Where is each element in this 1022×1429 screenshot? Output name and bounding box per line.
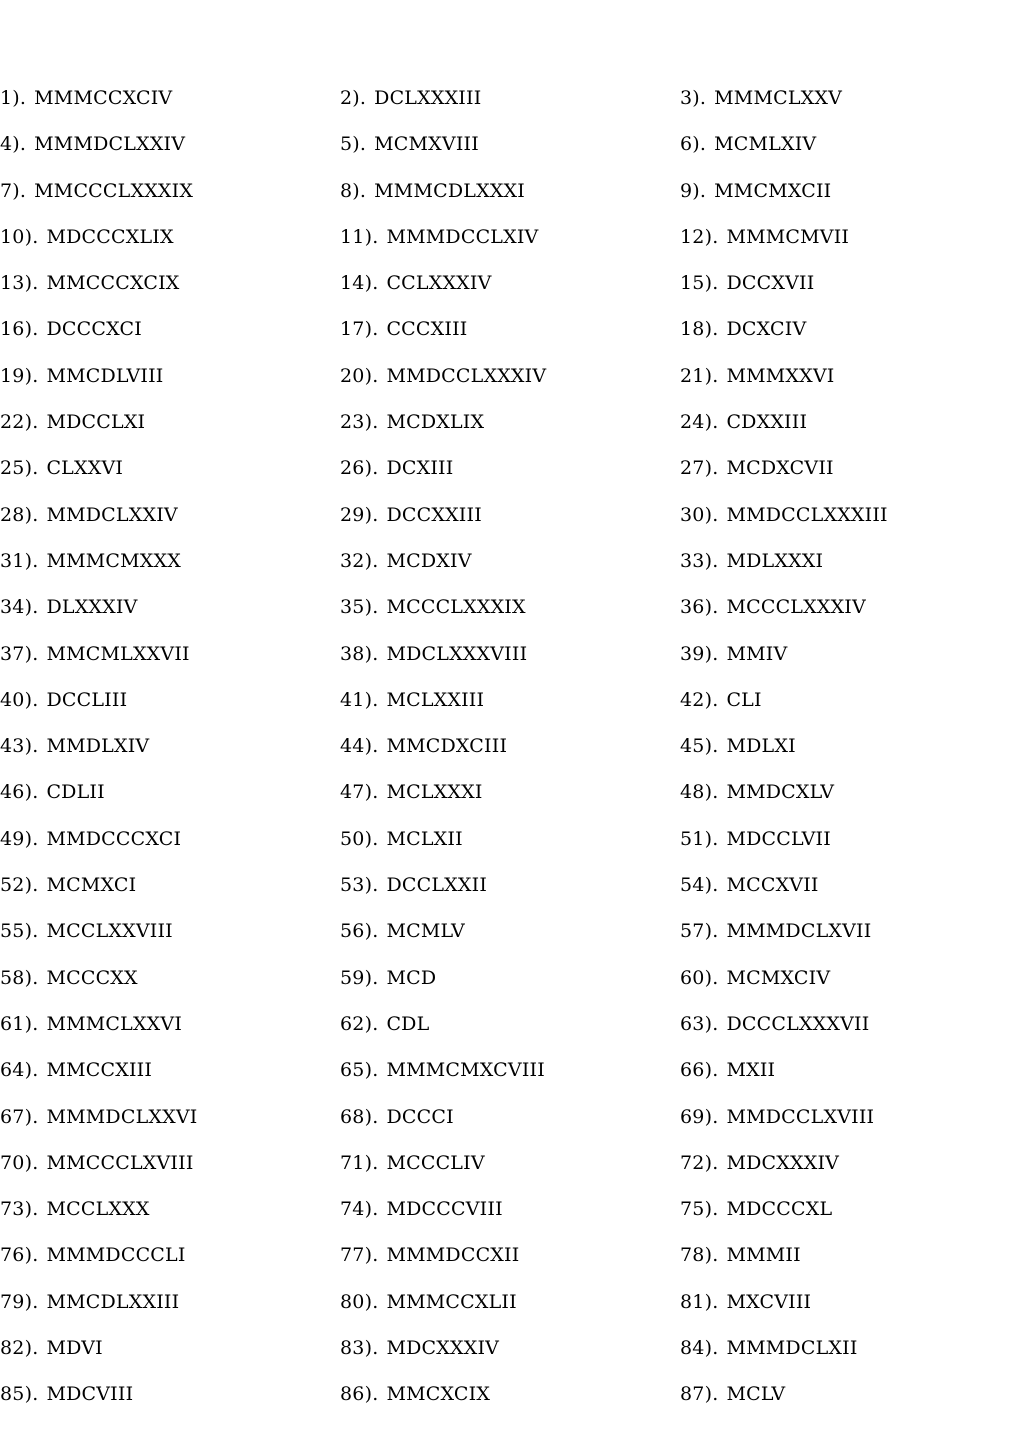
roman-numeral: MMMCLXXVI [46, 1012, 183, 1035]
list-item [0, 593, 340, 621]
item-number: 70). [0, 1151, 39, 1174]
roman-numeral: MMCDXCIII [386, 735, 508, 758]
roman-numeral: MCMLXIV [714, 133, 817, 156]
roman-numeral: MMCCCLXXXIX [34, 179, 194, 202]
grid-row [0, 315, 1022, 361]
roman-numeral: MCCCLXXXIV [726, 596, 866, 619]
item-number: 76). [0, 1244, 39, 1267]
roman-numeral: MMDCCLXXXIV [386, 364, 547, 387]
grid-row [0, 686, 1022, 732]
item-number: 35). [340, 596, 379, 619]
roman-numeral: MDCLXXXVIII [386, 642, 528, 665]
list-item [680, 269, 1020, 297]
roman-numeral: MMCCXIII [46, 1059, 153, 1082]
roman-numeral: MDCCLXI [46, 411, 146, 434]
list-item [0, 1241, 340, 1269]
item-number: 9). [680, 179, 707, 202]
list-item [340, 1334, 680, 1362]
list-item [680, 547, 1020, 575]
grid-row [0, 917, 1022, 963]
list-item [340, 315, 680, 343]
list-item [680, 1149, 1020, 1177]
roman-numeral: MCCCXX [46, 966, 138, 989]
roman-numeral: MMMCMXCVIII [386, 1059, 545, 1082]
list-item [340, 1010, 680, 1038]
roman-numeral: MDCXXXIV [386, 1337, 500, 1360]
item-number: 21). [680, 364, 719, 387]
item-number: 15). [680, 272, 719, 295]
roman-numeral: MMMCDLXXXI [374, 179, 525, 202]
list-item [680, 177, 1020, 205]
item-number: 30). [680, 503, 719, 526]
list-item [340, 686, 680, 714]
item-number: 72). [680, 1151, 719, 1174]
item-number: 51). [680, 827, 719, 850]
roman-numeral: MMCDLVIII [46, 364, 164, 387]
roman-numeral: MCLXXIII [386, 688, 485, 711]
list-item [340, 177, 680, 205]
roman-numeral: DCLXXXIII [374, 87, 482, 109]
list-item [680, 1241, 1020, 1269]
list-item [0, 732, 340, 760]
list-item [0, 1010, 340, 1038]
list-item [340, 1103, 680, 1131]
item-number: 47). [340, 781, 379, 804]
grid-row [0, 593, 1022, 639]
roman-numeral: DLXXXIV [46, 596, 138, 619]
list-item [340, 917, 680, 945]
item-number: 61). [0, 1012, 39, 1035]
roman-numeral: MCCCLXXXIX [386, 596, 526, 619]
item-number: 1). [0, 87, 27, 109]
list-item [340, 732, 680, 760]
roman-numeral: MMDCCLXVIII [726, 1105, 875, 1128]
item-number: 23). [340, 411, 379, 434]
item-number: 4). [0, 133, 27, 156]
roman-numeral: MMCMLXXVII [46, 642, 190, 665]
list-item [0, 408, 340, 436]
roman-numeral: MMCMXCII [714, 179, 832, 202]
list-item [340, 454, 680, 482]
item-number: 87). [680, 1383, 719, 1406]
roman-numeral: MMMCCXLII [386, 1290, 517, 1313]
roman-numeral: MMMDCCCLI [46, 1244, 186, 1267]
list-item [0, 130, 340, 158]
item-number: 44). [340, 735, 379, 758]
grid-row [0, 1195, 1022, 1241]
list-item [0, 84, 340, 112]
roman-numeral: MCMXCI [46, 874, 137, 897]
item-number: 67). [0, 1105, 39, 1128]
list-item [680, 686, 1020, 714]
item-number: 59). [340, 966, 379, 989]
list-item [680, 501, 1020, 529]
list-item [340, 547, 680, 575]
list-item [0, 686, 340, 714]
list-item [680, 408, 1020, 436]
roman-numeral: MMMDCCXII [386, 1244, 520, 1267]
item-number: 57). [680, 920, 719, 943]
item-number: 27). [680, 457, 719, 480]
list-item [680, 84, 1020, 112]
list-item [680, 593, 1020, 621]
item-number: 34). [0, 596, 39, 619]
roman-numeral: CDL [386, 1012, 430, 1035]
roman-numeral: MCMLV [386, 920, 465, 943]
list-item [340, 269, 680, 297]
grid-row [0, 547, 1022, 593]
item-number: 60). [680, 966, 719, 989]
roman-numeral: MDCCCXLIX [46, 225, 174, 248]
item-number: 86). [340, 1383, 379, 1406]
grid-row [0, 964, 1022, 1010]
list-item [0, 269, 340, 297]
item-number: 6). [680, 133, 707, 156]
item-number: 43). [0, 735, 39, 758]
grid-row [0, 362, 1022, 408]
list-item [680, 917, 1020, 945]
list-item [0, 547, 340, 575]
list-item [0, 362, 340, 390]
item-number: 29). [340, 503, 379, 526]
item-number: 83). [340, 1337, 379, 1360]
grid-row [0, 177, 1022, 223]
item-number: 12). [680, 225, 719, 248]
list-item [0, 640, 340, 668]
list-item [680, 825, 1020, 853]
grid-row [0, 1288, 1022, 1334]
roman-numeral: MCMXCIV [726, 966, 831, 989]
roman-numeral: MMMDCLXXVI [46, 1105, 198, 1128]
item-number: 66). [680, 1059, 719, 1082]
item-number: 77). [340, 1244, 379, 1267]
list-item [680, 871, 1020, 899]
roman-numeral: MMMCMVII [726, 225, 850, 248]
roman-numeral: MMMDCLXXIV [34, 133, 186, 156]
list-item [340, 593, 680, 621]
list-item [680, 1288, 1020, 1316]
list-item [680, 964, 1020, 992]
list-item [340, 1380, 680, 1408]
roman-numeral: DCCXXIII [386, 503, 482, 526]
item-number: 71). [340, 1151, 379, 1174]
item-number: 79). [0, 1290, 39, 1313]
roman-numeral: CCCXIII [386, 318, 468, 341]
roman-numeral: MDLXXXI [726, 549, 824, 572]
item-number: 49). [0, 827, 39, 850]
item-number: 78). [680, 1244, 719, 1267]
list-item [680, 1010, 1020, 1038]
list-item [340, 1241, 680, 1269]
list-item [0, 917, 340, 945]
grid-row [0, 223, 1022, 269]
list-item [0, 964, 340, 992]
list-item [340, 501, 680, 529]
item-number: 14). [340, 272, 379, 295]
item-number: 38). [340, 642, 379, 665]
grid-row [0, 825, 1022, 871]
roman-numeral: CDLII [46, 781, 105, 804]
item-number: 64). [0, 1059, 39, 1082]
item-number: 56). [340, 920, 379, 943]
item-number: 63). [680, 1012, 719, 1035]
grid-row [0, 269, 1022, 315]
grid-row [0, 778, 1022, 824]
roman-numeral: MMCCCLXVIII [46, 1151, 194, 1174]
item-number: 32). [340, 549, 379, 572]
grid-row [0, 1334, 1022, 1380]
item-number: 26). [340, 457, 379, 480]
roman-numeral: MMMII [726, 1244, 801, 1267]
list-item [340, 871, 680, 899]
grid-row [0, 1241, 1022, 1287]
list-item [0, 1056, 340, 1084]
list-item [0, 1149, 340, 1177]
grid-row [0, 84, 1022, 130]
roman-numeral: DCCCLXXXVII [726, 1012, 870, 1035]
roman-numeral: MCD [386, 966, 437, 989]
grid-row [0, 732, 1022, 778]
item-number: 10). [0, 225, 39, 248]
list-item [340, 964, 680, 992]
roman-numeral: MCDXLIX [386, 411, 485, 434]
item-number: 53). [340, 874, 379, 897]
item-number: 40). [0, 688, 39, 711]
item-number: 20). [340, 364, 379, 387]
list-item [0, 1103, 340, 1131]
item-number: 7). [0, 179, 27, 202]
roman-numeral: MMMXXVI [726, 364, 835, 387]
list-item [0, 871, 340, 899]
item-number: 36). [680, 596, 719, 619]
roman-numeral: MCDXIV [386, 549, 472, 572]
roman-numeral: MMIV [726, 642, 788, 665]
roman-numeral: MCLXXXI [386, 781, 483, 804]
list-item [680, 778, 1020, 806]
list-item [340, 223, 680, 251]
item-number: 33). [680, 549, 719, 572]
roman-numeral: MDLXI [726, 735, 796, 758]
grid-row [0, 501, 1022, 547]
roman-numeral: MMMCCXCIV [34, 87, 173, 109]
item-number: 25). [0, 457, 39, 480]
grid-row [0, 1103, 1022, 1149]
item-number: 41). [340, 688, 379, 711]
grid-row [0, 454, 1022, 500]
list-item [680, 130, 1020, 158]
grid-row [0, 1149, 1022, 1195]
list-item [340, 640, 680, 668]
roman-numeral: MMDCLXXIV [46, 503, 178, 526]
list-item [0, 1195, 340, 1223]
item-number: 55). [0, 920, 39, 943]
item-number: 18). [680, 318, 719, 341]
item-number: 81). [680, 1290, 719, 1313]
roman-numeral: MXCVIII [726, 1290, 812, 1313]
list-item [680, 1195, 1020, 1223]
roman-numeral: MXII [726, 1059, 776, 1082]
list-item [680, 1380, 1020, 1408]
roman-numeral: MMCXCIX [386, 1383, 491, 1406]
list-item [680, 454, 1020, 482]
roman-numeral: MDCVIII [46, 1383, 134, 1406]
roman-numeral: MCDXCVII [726, 457, 834, 480]
item-number: 19). [0, 364, 39, 387]
roman-numeral: MCMXVIII [374, 133, 479, 156]
roman-numeral: CLXXVI [46, 457, 124, 480]
item-number: 62). [340, 1012, 379, 1035]
list-item [680, 1056, 1020, 1084]
item-number: 13). [0, 272, 39, 295]
list-item [0, 501, 340, 529]
item-number: 2). [340, 87, 367, 109]
list-item [340, 1195, 680, 1223]
roman-numeral: MDCCCXL [726, 1198, 833, 1221]
roman-numeral: MMMDCLXII [726, 1337, 858, 1360]
item-number: 54). [680, 874, 719, 897]
item-number: 22). [0, 411, 39, 434]
roman-numeral: DCCCI [386, 1105, 454, 1128]
roman-numeral: MCCCLIV [386, 1151, 485, 1174]
list-item [340, 778, 680, 806]
grid-row [0, 1380, 1022, 1426]
item-number: 42). [680, 688, 719, 711]
item-number: 17). [340, 318, 379, 341]
list-item [0, 1334, 340, 1362]
grid-row [0, 871, 1022, 917]
item-number: 37). [0, 642, 39, 665]
roman-numeral: MMMCMXXX [46, 549, 181, 572]
list-item [340, 408, 680, 436]
roman-numeral: DCCLIII [46, 688, 128, 711]
roman-numeral-grid [0, 84, 1022, 1427]
list-item [0, 1288, 340, 1316]
grid-row [0, 1056, 1022, 1102]
item-number: 82). [0, 1337, 39, 1360]
item-number: 84). [680, 1337, 719, 1360]
item-number: 28). [0, 503, 39, 526]
roman-numeral: MDCCCVIII [386, 1198, 503, 1221]
roman-numeral: DCXIII [386, 457, 454, 480]
list-item [340, 84, 680, 112]
list-item [0, 825, 340, 853]
roman-numeral: DCCCXCI [46, 318, 142, 341]
list-item [680, 640, 1020, 668]
item-number: 11). [340, 225, 379, 248]
item-number: 31). [0, 549, 39, 572]
item-number: 50). [340, 827, 379, 850]
list-item [340, 825, 680, 853]
list-item [0, 778, 340, 806]
item-number: 68). [340, 1105, 379, 1128]
item-number: 8). [340, 179, 367, 202]
roman-numeral: DCXCIV [726, 318, 807, 341]
list-item [0, 223, 340, 251]
roman-numeral: CDXXIII [726, 411, 808, 434]
item-number: 74). [340, 1198, 379, 1221]
grid-row [0, 1010, 1022, 1056]
roman-numeral: MMMCLXXV [714, 87, 843, 109]
item-number: 45). [680, 735, 719, 758]
list-item [0, 1380, 340, 1408]
roman-numeral: MMMDCCLXIV [386, 225, 539, 248]
list-item [0, 315, 340, 343]
item-number: 75). [680, 1198, 719, 1221]
grid-row [0, 130, 1022, 176]
roman-numeral: MCLV [726, 1383, 786, 1406]
item-number: 58). [0, 966, 39, 989]
roman-numeral: MMDLXIV [46, 735, 150, 758]
roman-numeral: MMCCCXCIX [46, 272, 180, 295]
roman-numeral: MMMDCLXVII [726, 920, 872, 943]
list-item [0, 177, 340, 205]
list-item [340, 1149, 680, 1177]
roman-numeral: MDCXXXIV [726, 1151, 840, 1174]
item-number: 39). [680, 642, 719, 665]
item-number: 73). [0, 1198, 39, 1221]
list-item [680, 223, 1020, 251]
item-number: 65). [340, 1059, 379, 1082]
roman-numeral: MMDCCCXCI [46, 827, 182, 850]
roman-numeral: MDVI [46, 1337, 103, 1360]
item-number: 16). [0, 318, 39, 341]
roman-numeral: MCCLXXVIII [46, 920, 173, 943]
roman-numeral: CLI [726, 688, 762, 711]
list-item [0, 454, 340, 482]
grid-row [0, 640, 1022, 686]
item-number: 46). [0, 781, 39, 804]
list-item [340, 130, 680, 158]
roman-numeral: DCCXVII [726, 272, 815, 295]
list-item [680, 362, 1020, 390]
list-item [340, 1288, 680, 1316]
roman-numeral: MCCLXXX [46, 1198, 150, 1221]
roman-numeral: MMDCCLXXXIII [726, 503, 888, 526]
roman-numeral: MCLXII [386, 827, 463, 850]
roman-numeral: MMCDLXXIII [46, 1290, 180, 1313]
roman-numeral: MCCXVII [726, 874, 819, 897]
roman-numeral: MMDCXLV [726, 781, 835, 804]
item-number: 5). [340, 133, 367, 156]
roman-numeral: MDCCLVII [726, 827, 831, 850]
list-item [680, 315, 1020, 343]
roman-numeral: DCCLXXII [386, 874, 488, 897]
item-number: 24). [680, 411, 719, 434]
list-item [340, 362, 680, 390]
item-number: 85). [0, 1383, 39, 1406]
item-number: 52). [0, 874, 39, 897]
grid-row [0, 408, 1022, 454]
list-item [680, 732, 1020, 760]
item-number: 48). [680, 781, 719, 804]
roman-numeral: CCLXXXIV [386, 272, 492, 295]
item-number: 69). [680, 1105, 719, 1128]
item-number: 3). [680, 87, 707, 109]
list-item [680, 1334, 1020, 1362]
list-item [680, 1103, 1020, 1131]
item-number: 80). [340, 1290, 379, 1313]
list-item [340, 1056, 680, 1084]
